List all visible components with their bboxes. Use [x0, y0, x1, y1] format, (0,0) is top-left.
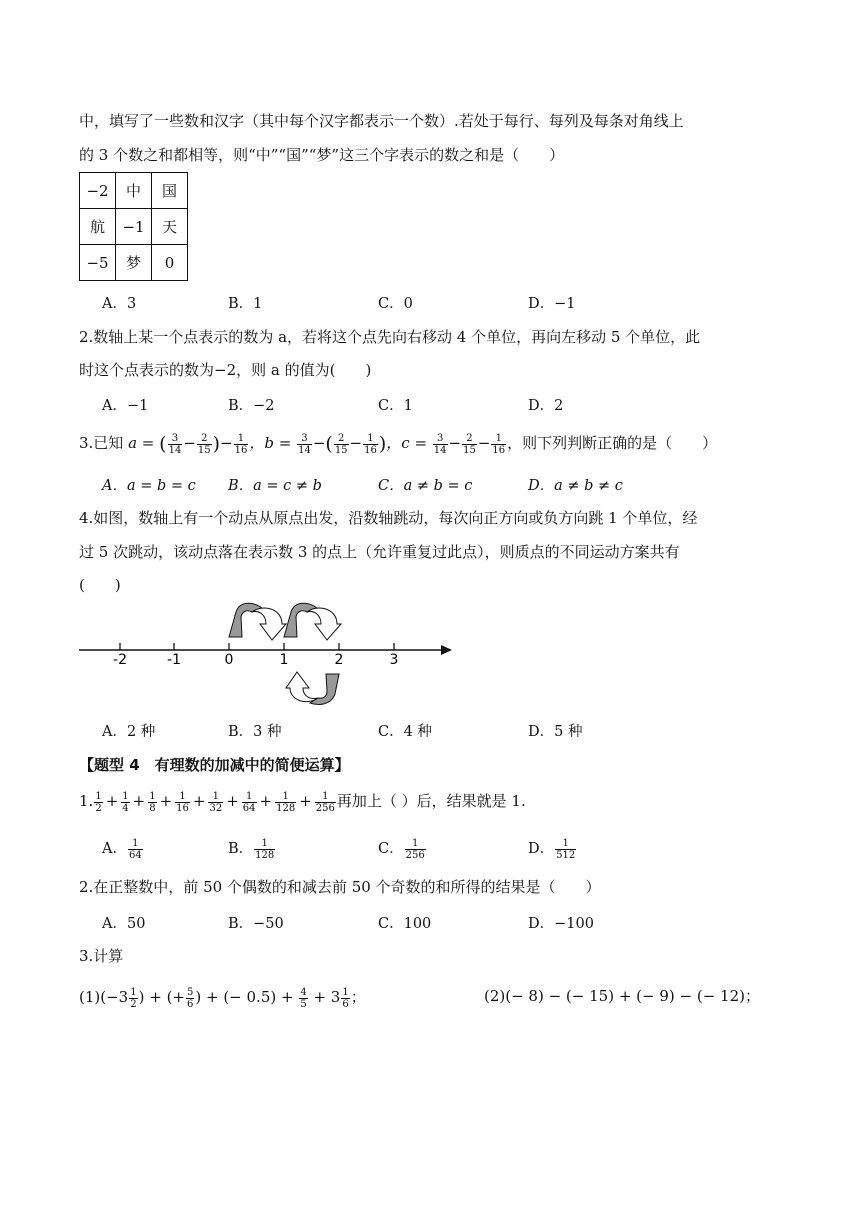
fraction: $\frac{1}{16}$ — [234, 432, 248, 456]
axis-label: 2 — [334, 652, 344, 668]
fraction: $\frac{1}{16}$ — [176, 790, 189, 814]
s3-part1: (1)(−3 $\frac{1}{2}$ ) + (+ $\frac{5}{6}$ ) + (− 0.5) + $\frac{4}{5}$ + 3 $\frac{1}{6}$ ； — [79, 986, 366, 1010]
magic-square-grid — [79, 172, 188, 281]
q3-a-label: a = — [128, 434, 160, 452]
fraction: $\frac{1}{32}$ — [209, 790, 223, 814]
axis-label: 1 — [279, 652, 289, 668]
grid-cell: 天 — [152, 209, 188, 245]
paren-close: ) — [212, 433, 221, 455]
grid-cell: 梦 — [116, 245, 152, 281]
magic-question-line2: 的 3 个数之和都相等，则“中”“国”“梦”这三个字表示的数之和是（ ） — [79, 146, 565, 164]
minus-sign: − — [448, 434, 462, 452]
option-d: D．−1 — [528, 296, 576, 312]
option-d: D． $\frac{1}{512}$ — [528, 837, 576, 861]
s3-title: 3.计算 — [79, 947, 124, 965]
fraction: $\frac{1}{16}$ — [364, 432, 377, 456]
s1-line — [79, 787, 526, 815]
plus-sign: + — [159, 792, 173, 810]
grid-cell: −5 — [80, 245, 116, 281]
option-a: A．50 — [102, 916, 146, 932]
plus-sign: + — [259, 792, 273, 810]
grid-cell: 0 — [152, 245, 188, 281]
section-heading: 【题型 4 有理数的加减中的简便运算】 — [79, 756, 350, 774]
s3-part2: (2)(− 8) − (− 15) + (− 9) − (− 12)； — [484, 987, 760, 1005]
paren-close: ) — [378, 433, 387, 455]
minus-sign: − — [220, 434, 233, 452]
grid-cell: 航 — [80, 209, 116, 245]
fraction: $\frac{2}{15}$ — [334, 432, 348, 456]
q2-line1: 2.数轴上某一个点表示的数为 a，若将这个点先向右移动 4 个单位，再向左移动 5 个单位，此 — [79, 328, 701, 346]
s1-suffix: 再加上（ ）后，结果就是 1. — [336, 792, 526, 810]
q3-b-label: ，b = — [249, 434, 297, 452]
q4-line2: 过 5 次跳动，该动点落在表示数 3 的点上（允许重复过此点），则质点的不同运动方案共有 — [79, 543, 680, 561]
grid-cell: −1 — [116, 209, 152, 245]
option-a: A．a = b = c — [102, 478, 196, 494]
option-a: A．2 种 — [102, 724, 156, 740]
option-a: A． $\frac{1}{64}$ — [102, 837, 142, 861]
fraction: $\frac{1}{4}$ — [122, 790, 129, 814]
plus-sign: + — [132, 792, 146, 810]
option-c: C．100 — [378, 916, 432, 932]
fraction: $\frac{1}{2}$ — [95, 790, 102, 814]
s1-prefix: 1. — [79, 792, 94, 810]
plus-sign: + — [192, 792, 206, 810]
option-c: C．4 种 — [378, 724, 432, 740]
jump-arrow-icon — [284, 603, 341, 640]
fraction: $\frac{2}{15}$ — [463, 432, 476, 456]
q4-line3: ( ) — [79, 576, 121, 594]
fraction: $\frac{1}{16}$ — [492, 432, 506, 456]
plus-sign: + — [226, 792, 239, 810]
minus-sign: − — [349, 434, 363, 452]
paren-open: ( — [159, 433, 167, 455]
option-d: D．5 种 — [528, 724, 583, 740]
fraction: $\frac{3}{14}$ — [298, 432, 311, 456]
jump-arrow-icon — [229, 603, 286, 640]
q3-line — [79, 430, 717, 457]
option-b: B．a = c ≠ b — [228, 478, 322, 494]
option-b: B．−50 — [228, 916, 284, 932]
paren-open: ( — [325, 433, 333, 455]
back-jump-arrow-icon — [286, 672, 339, 704]
option-c: C．0 — [378, 296, 413, 312]
fraction: $\frac{2}{15}$ — [197, 432, 211, 456]
option-b: B．−2 — [228, 398, 275, 414]
option-c: C．1 — [378, 398, 413, 414]
s2-line: 2.在正整数中，前 50 个偶数的和减去前 50 个奇数的和所得的结果是（ ） — [79, 878, 601, 896]
option-c: C． $\frac{1}{256}$ — [378, 837, 425, 861]
grid-cell: −2 — [80, 173, 116, 209]
option-a: A．3 — [102, 296, 137, 312]
minus-sign: − — [477, 434, 491, 452]
q3-prefix: 3.已知 — [79, 434, 124, 452]
minus-sign: − — [312, 434, 326, 452]
axis-label: 0 — [224, 652, 234, 668]
fraction: $\frac{1}{128}$ — [276, 790, 296, 814]
option-d: D．−100 — [528, 916, 594, 932]
fraction: $\frac{1}{256}$ — [315, 790, 335, 814]
fraction: $\frac{1}{8}$ — [149, 790, 156, 814]
fraction: $\frac{3}{14}$ — [433, 432, 447, 456]
option-d: D．a ≠ b ≠ c — [528, 478, 623, 494]
option-d: D．2 — [528, 398, 564, 414]
grid-cell: 国 — [152, 173, 188, 209]
q3-suffix: ，则下列判断正确的是（ ） — [507, 434, 718, 452]
plus-sign: + — [105, 792, 119, 810]
option-c: C．a ≠ b = c — [378, 478, 473, 494]
fraction: $\frac{1}{64}$ — [242, 790, 256, 814]
plus-sign: + — [299, 792, 312, 810]
axis-label: -2 — [113, 652, 127, 668]
fraction: $\frac{3}{14}$ — [168, 432, 182, 456]
q3-c-label: ，c = — [386, 434, 432, 452]
axis-label: -1 — [167, 652, 181, 668]
option-b: B．1 — [228, 296, 263, 312]
option-a: A．−1 — [102, 398, 149, 414]
q4-line1: 4.如图，数轴上有一个动点从原点出发，沿数轴跳动，每次向正方向或负方向跳 1 个单位，经 — [79, 509, 698, 527]
minus-sign: − — [183, 434, 196, 452]
magic-question-line1: 中，填写了一些数和汉字（其中每个汉字都表示一个数）.若处于每行、每列及每条对角线上 — [79, 112, 684, 130]
q2-line2: 时这个点表示的数为−2，则 a 的值为( ) — [79, 361, 372, 379]
option-b: B． $\frac{1}{128}$ — [228, 837, 275, 861]
option-b: B．3 种 — [228, 724, 282, 740]
grid-cell: 中 — [116, 173, 152, 209]
axis-label: 3 — [389, 652, 399, 668]
axis-arrow-icon — [441, 645, 452, 655]
